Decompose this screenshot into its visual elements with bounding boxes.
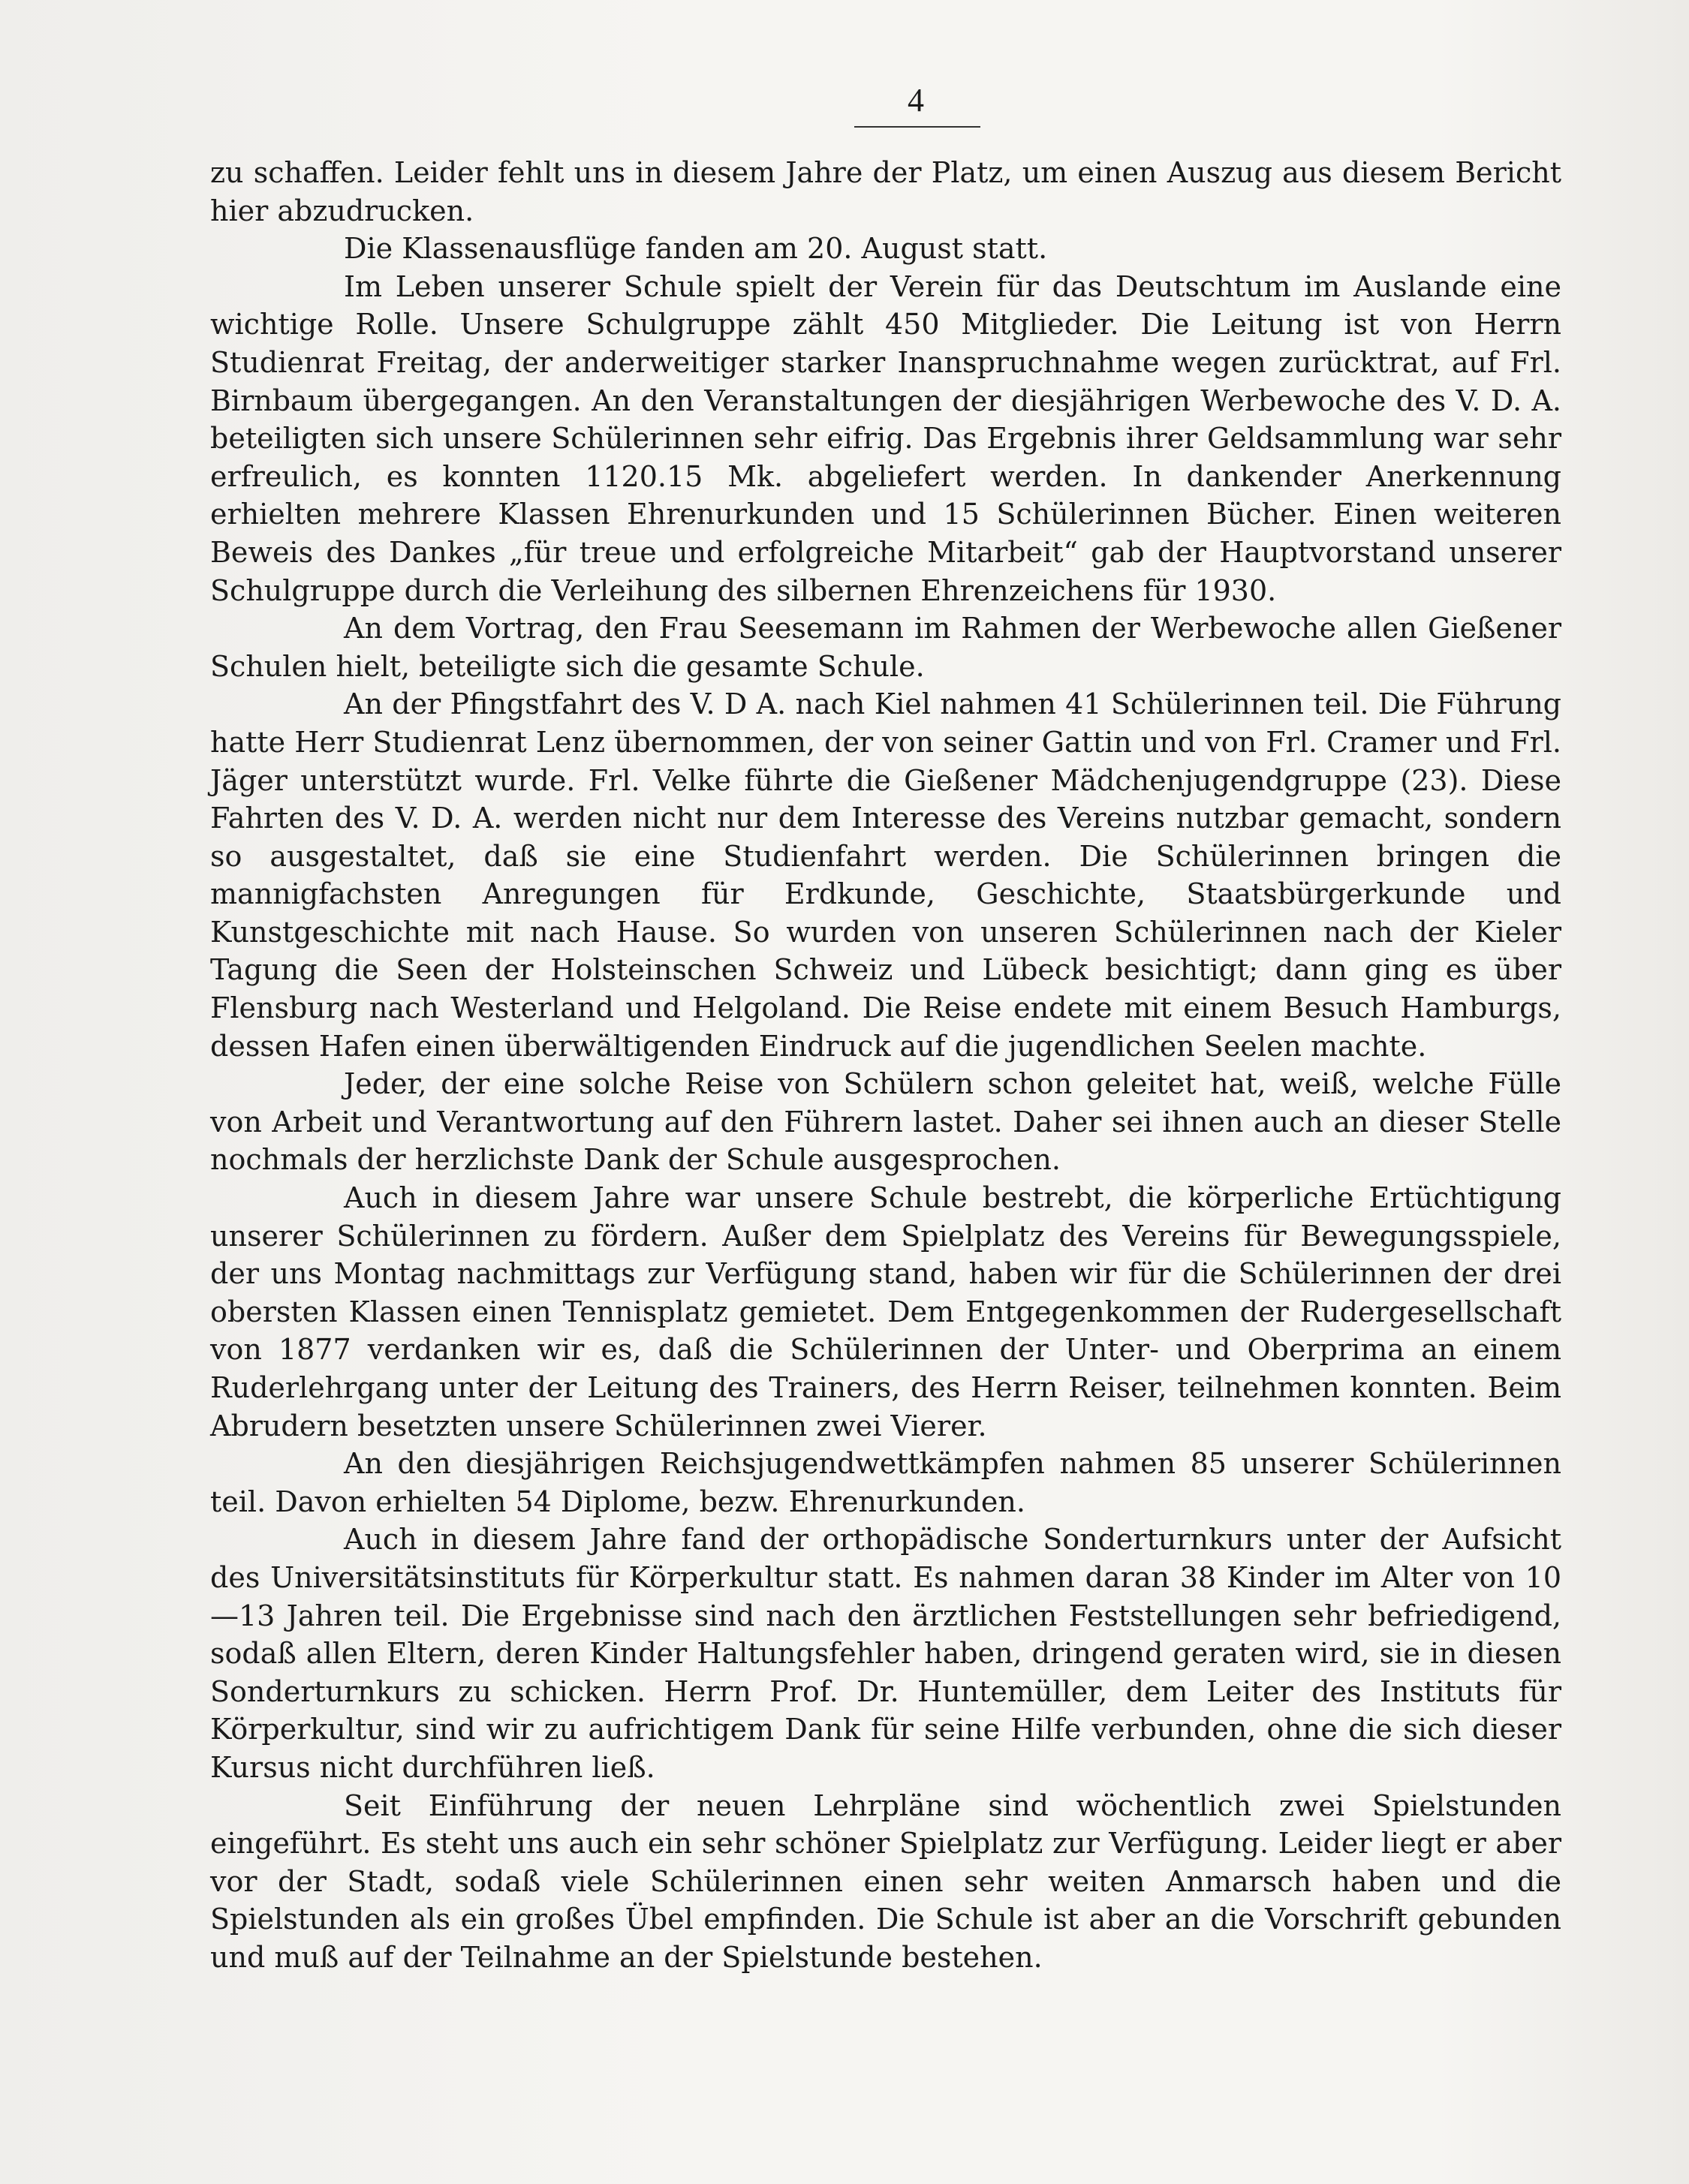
paragraph: Im Leben unserer Schule spielt der Verein für das Deutschtum im Auslande eine wichtige Rolle. Unsere Schulgruppe zählt 450 Mitglieder. Die Leitung ist von Herrn Studienrat Freitag, der anderweitiger starker Inanspruchnahme wegen zurücktrat, auf Frl. Birnbaum übergegangen. An den Veranstaltungen der diesjährigen Werbewoche des V. D. A. beteiligten sich unsere Schülerinnen sehr eifrig. Das Ergebnis ihrer Geldsammlung war sehr erfreulich, es konnten 1120.15 Mk. abgeliefert werden. In dankender Anerkennung erhielten mehrere Klassen Ehrenurkunden und 15 Schülerinnen Bücher. Einen weiteren Beweis des Dankes „für treue und erfolgreiche Mitarbeit“ gab der Hauptvorstand unserer Schulgruppe durch die Verleihung des silbernen Ehrenzeichens für 1930. bbox=[210, 269, 1561, 607]
page-number-rule bbox=[854, 126, 980, 128]
paragraph: Auch in diesem Jahre war unsere Schule bestrebt, die körperliche Ertüchtigung unserer Schülerinnen zu fördern. Außer dem Spielplatz des Vereins für Bewegungsspiele, der uns Montag nachmittags zur Verfügung stand, haben wir für die Schülerinnen der drei obersten Klassen einen Tennisplatz gemietet. Dem Entgegenkommen der Rudergesellschaft von 1877 verdanken wir es, daß die Schülerinnen der Unter- und Oberprima an einem Ruderlehrgang unter der Leitung des Trainers, des Herrn Reiser, teilnehmen konnten. Beim Abrudern besetzten unsere Schülerinnen zwei Vierer. bbox=[210, 1181, 1561, 1442]
paragraph: An der Pfingstfahrt des V. D A. nach Kiel nahmen 41 Schülerinnen teil. Die Führung hatte Herr Studienrat Lenz übernommen, der von seiner Gattin und von Frl. Cramer und Frl. Jäger unterstützt wurde. Frl. Velke führte die Gießener Mädchenjugendgruppe (23). Diese Fahrten des V. D. A. werden nicht nur dem Interesse des Vereins nutzbar gemacht, sondern so ausgestaltet, daß sie eine Studienfahrt werden. Die Schülerinnen bringen die mannigfachsten Anregungen für Erdkunde, Geschichte, Staatsbürgerkunde und Kunstgeschichte mit nach Hause. So wurden von unseren Schülerinnen nach der Kieler Tagung die Seen der Holsteinschen Schweiz und Lübeck besichtigt; dann ging es über Flensburg nach Westerland und Helgoland. Die Reise endete mit einem Besuch Hamburgs, dessen Hafen einen überwältigenden Eindruck auf die jugendlichen Seelen machte. bbox=[210, 687, 1561, 1063]
paragraph: zu schaffen. Leider fehlt uns in diesem Jahre der Platz, um einen Auszug aus diesem Bericht hier abzudrucken. bbox=[210, 156, 1561, 227]
page-number: 4 bbox=[908, 82, 924, 119]
paragraph: Auch in diesem Jahre fand der orthopädische Sonderturnkurs unter der Aufsicht des Universitätsinstituts für Körperkultur statt. Es nahmen daran 38 Kinder im Alter von 10—13 Jahren teil. Die Ergebnisse sind nach den ärztlichen Feststellungen sehr befriedigend, sodaß allen Eltern, deren Kinder Haltungsfehler haben, dringend geraten wird, sie in diesen Sonderturnkurs zu schicken. Herrn Prof. Dr. Huntemüller, dem Leiter des Instituts für Körperkultur, sind wir zu aufrichtigem Dank für seine Hilfe verbunden, ohne die sich dieser Kursus nicht durchführen ließ. bbox=[210, 1523, 1561, 1784]
paragraph: Seit Einführung der neuen Lehrpläne sind wöchentlich zwei Spielstunden eingeführt. Es steht uns auch ein sehr schöner Spielplatz zur Verfügung. Leider liegt er aber vor der Stadt, sodaß viele Schülerinnen einen sehr weiten Anmarsch haben und die Spielstunden als ein großes Übel empfinden. Die Schule ist aber an die Vorschrift gebunden und muß auf der Teilnahme an der Spielstunde bestehen. bbox=[210, 1788, 1561, 1974]
paragraph: Jeder, der eine solche Reise von Schülern schon geleitet hat, weiß, welche Fülle von Arbeit und Verantwortung auf den Führern lastet. Daher sei ihnen auch an dieser Stelle nochmals der herzlichste Dank der Schule ausgesprochen. bbox=[210, 1067, 1561, 1177]
paragraph: An dem Vortrag, den Frau Seesemann im Rahmen der Werbewoche allen Gießener Schulen hielt, beteiligte sich die gesamte Schule. bbox=[210, 612, 1561, 683]
paragraph: Die Klassenausflüge fanden am 20. August statt. bbox=[344, 232, 1048, 266]
body-text bbox=[210, 154, 1561, 1977]
paragraph: An den diesjährigen Reichsjugendwettkämpfen nahmen 85 unserer Schülerinnen teil. Davon erhielten 54 Diplome, bezw. Ehrenurkunden. bbox=[210, 1447, 1561, 1518]
